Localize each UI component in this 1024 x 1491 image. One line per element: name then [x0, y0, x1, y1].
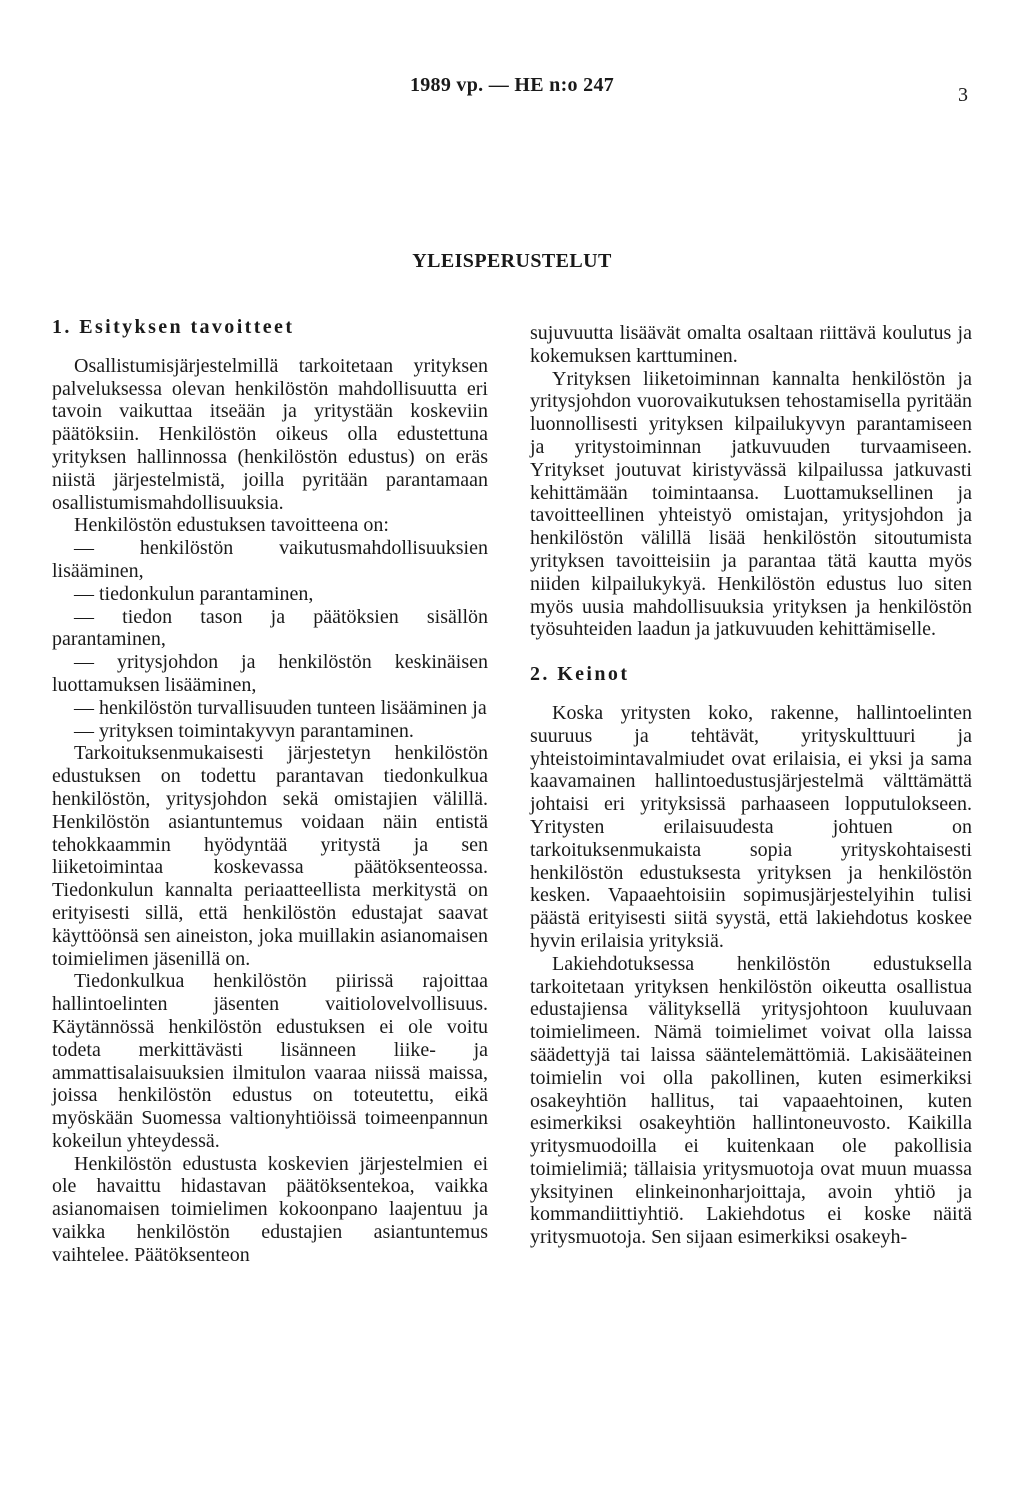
page-header — [0, 74, 1024, 104]
paragraph: Osallistumisjärjestelmillä tarkoitetaan yrityksen palveluksessa olevan henkilöstön mahdollisuutta eri tavoin vaikuttaa itseään ja yritystään koskeviin päätöksiin. Henkilöstön oikeus olla edustettuna yrityksen hallinnossa (henkilöstön edustus) on eräs niistä järjestelmistä, joilla pyritään parantamaan osallistumismahdollisuuksia. — [52, 354, 488, 514]
page-number: 3 — [958, 84, 968, 106]
paragraph: Koska yritysten koko, rakenne, hallintoelinten suuruus ja tehtävät, yrityskulttuuri ja yhteistoimintavalmiudet ovat erilaisia, ei yksi ja sama kaavamainen hallintoedustusjärjestelmä välttämättä johtaisi eri yrityksissä parhaaseen lopputulokseen. Yritysten erilaisuudesta johtuen on tarkoituksenmukaista sopia yrityskohtaisesti henkilöstön edustuksesta yrityksen ja henkilöstön kesken. Vapaaehtoisiin sopimusjärjestelyihin tulisi päästä erityisesti siitä syystä, että lakiehdotus koskee hyvin erilaisia yrityksiä. — [530, 701, 972, 952]
list-item: — yrityksen toimintakyvyn parantaminen. — [74, 719, 414, 742]
paragraph: Lakiehdotuksessa henkilöstön edustuksella tarkoitetaan yrityksen henkilöstön oikeutta osallistua edustajiensa välityksellä yritysjohtoon kuuluvaan toimielimeen. Nämä toimielimet voivat olla laissa säädettyjä tai laissa sääntelemättömiä. Lakisääteinen toimielin voi olla pakollinen, kuten esimerkiksi osakeyhtiön hallitus, tai vapaaehtoinen, kuten esimerkiksi osakeyhtiön hallintoneuvosto. Kaikilla yritysmuodoilla ei kuitenkaan ole pakollisia toimielimiä; tällaisia yritysmuotoja ovat muun muassa yksityinen elinkeinonharjoittaja, avoin yhtiö ja kommandiittiyhtiö. Lakiehdotus ei koske näitä yritysmuotoja. Sen sijaan esimerkiksi osakeyh- — [530, 952, 972, 1249]
paragraph: Henkilöstön edustusta koskevien järjestelmien ei ole havaittu hidastavan päätöksentekoa, vaikka asianomaisen toimielimen kokoonpano laajentuu ja vaikka henkilöstön edustajien asiantuntemus vaihtelee. Päätöksenteon — [52, 1152, 488, 1266]
list-item: — tiedon tason ja päätöksien sisällön parantaminen, — [52, 605, 488, 651]
list-item: — yritysjohdon ja henkilöstön keskinäisen luottamuksen lisääminen, — [52, 651, 488, 696]
paragraph: sujuvuutta lisäävät omalta osaltaan riittävä koulutus ja kokemuksen karttuminen. — [530, 322, 972, 367]
paragraph: Henkilöstön edustuksen tavoitteena on: — [74, 514, 389, 537]
paragraph: Tiedonkulkua henkilöstön piirissä rajoittaa hallintoelinten jäsenten vaitiolovelvollisuus. Käytännössä henkilöstön edustuksen ei ole voitu todeta merkittävästi lisänneen liike- ja ammattisalaisuuksien ilmitulon vaaraa niissä maissa, joissa henkilöstön edustus on toteutettu, eikä myöskään Suomessa valtionyhtiöissä toimeenpannun kokeilun yhteydessä. — [52, 970, 488, 1152]
section-title: YLEISPERUSTELUT — [412, 250, 612, 272]
heading-keinot: 2. Keinot — [530, 663, 630, 686]
list-item: — henkilöstön turvallisuuden tunteen lisääminen ja — [74, 696, 487, 719]
right-column — [530, 322, 972, 1249]
paragraph: Yrityksen liiketoiminnan kannalta henkilöstön ja yritysjohdon vuorovaikutuksen tehostamisella pyritään luonnollisesti yrityksen kilpailukyvyn parantamiseen ja yritystoiminnan jatkuvuuden turvaamiseen. Yritykset joutuvat kiristyvässä kilpailussa jatkuvasti kehittämään toimintaansa. Luottamuksellinen ja tavoitteellinen yhteistyö omistajan, yritysjohdon ja henkilöstön välillä lisää henkilöstön sitoutumista yrityksen tavoitteisiin ja parantaa tätä kautta myös niiden kilpailukykyä. Henkilöstön edustus luo siten myös uusia mahdollisuuksia yrityksen ja henkilöstön työsuhteiden laadun ja jatkuvuuden kehittämiselle. — [530, 367, 972, 641]
list-item: — henkilöstön vaikutusmahdollisuuksien lisääminen, — [52, 537, 488, 582]
paragraph: Tarkoituksenmukaisesti järjestetyn henkilöstön edustuksen on todettu parantavan tiedonkulkua henkilöstön, yritysjohdon sekä omistajien välillä. Henkilöstön asiantuntemus voidaan näin entistä tehokkaammin hyödyntää yritystä ja sen liiketoimintaa koskevassa päätöksenteossa. Tiedonkulun kannalta periaatteellista merkitystä on erityisesti sillä, että henkilöstön edustajat saavat käyttöönsä sen aineiston, joka muillakin asianomaisen toimielimen jäsenillä on. — [52, 742, 488, 970]
left-column — [52, 316, 488, 1267]
list-item: — tiedonkulun parantaminen, — [74, 582, 314, 605]
heading-esityksen-tavoitteet: 1. Esityksen tavoitteet — [52, 316, 295, 338]
document-reference: 1989 vp. — HE n:o 247 — [409, 74, 615, 96]
